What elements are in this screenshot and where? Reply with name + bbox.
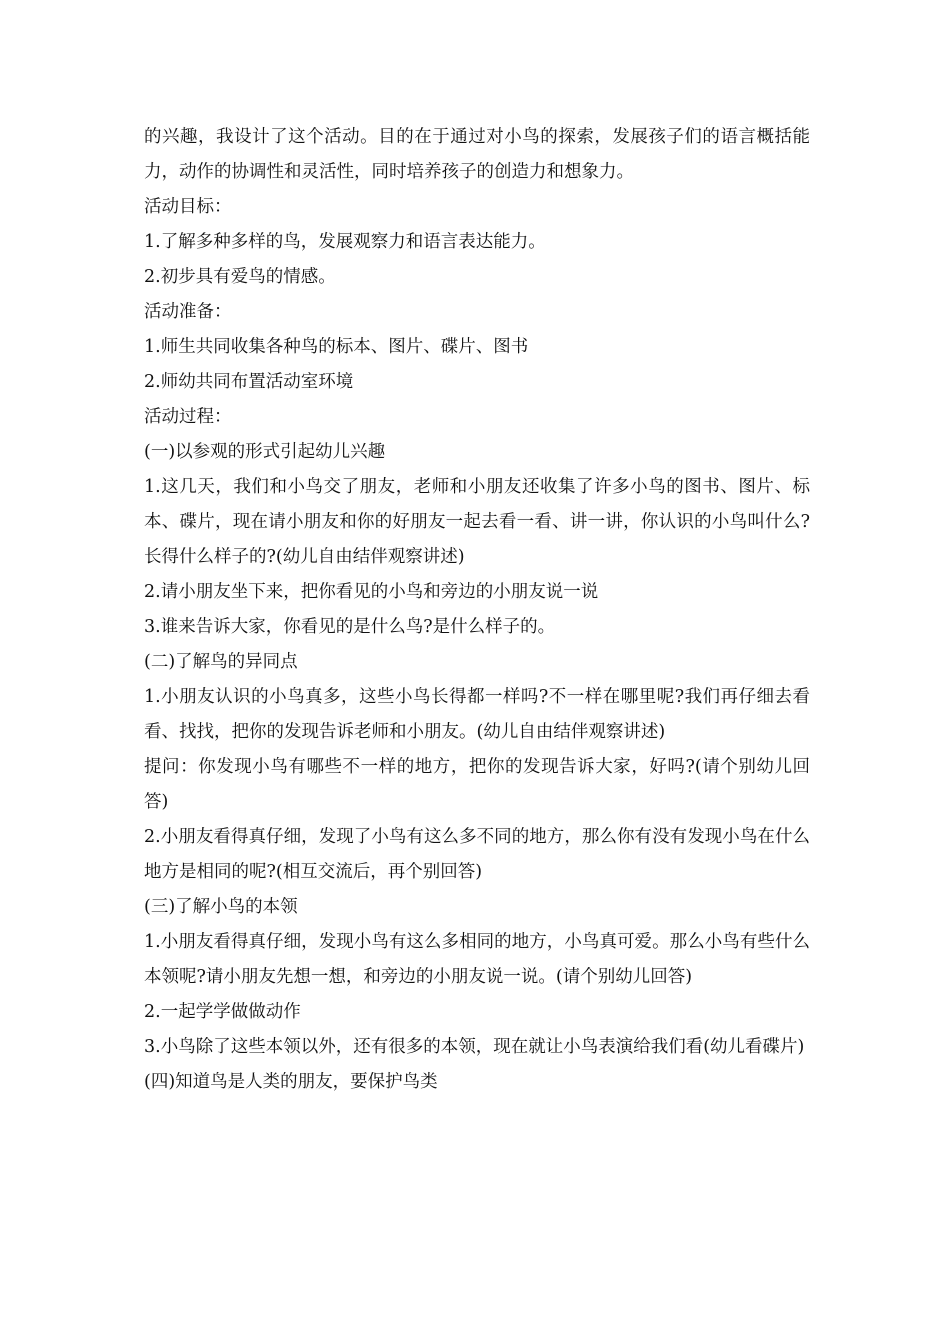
list-item: 2.一起学学做做动作 <box>144 1002 301 1022</box>
list-item: 3.谁来告诉大家，你看见的是什么鸟?是什么样子的。 <box>144 617 556 637</box>
list-item: 1.了解多种多样的鸟，发展观察力和语言表达能力。 <box>144 232 546 252</box>
list-item: 2.小朋友看得真仔细，发现了小鸟有这么多不同的地方，那么你有没有发现小鸟在什么地方是相同的呢?(相互交流后，再个别回答) <box>144 827 810 882</box>
list-item: 1.小朋友看得真仔细，发现小鸟有这么多相同的地方，小鸟真可爱。那么小鸟有些什么本领呢?请小朋友先想一想，和旁边的小朋友说一说。(请个别幼儿回答) <box>144 932 810 987</box>
section-heading: (一)以参观的形式引起幼儿兴趣 <box>144 442 386 462</box>
list-item: 2.请小朋友坐下来，把你看见的小鸟和旁边的小朋友说一说 <box>144 582 599 602</box>
section-heading: (二)了解鸟的异同点 <box>144 652 298 672</box>
question-paragraph: 提问：你发现小鸟有哪些不一样的地方，把你的发现告诉大家，好吗?(请个别幼儿回答) <box>144 757 810 812</box>
heading-activity-goals: 活动目标： <box>144 197 232 217</box>
list-item: 2.初步具有爱鸟的情感。 <box>144 267 336 287</box>
heading-activity-preparation: 活动准备： <box>144 302 232 322</box>
paragraph-intro: 的兴趣，我设计了这个活动。目的在于通过对小鸟的探索，发展孩子们的语言概括能力，动作的协调性和灵活性，同时培养孩子的创造力和想象力。 <box>144 127 810 182</box>
list-item: 1.这几天，我们和小鸟交了朋友，老师和小朋友还收集了许多小鸟的图书、图片、标本、碟片，现在请小朋友和你的好朋友一起去看一看、讲一讲，你认识的小鸟叫什么?长得什么样子的?(幼儿自由结伴观察讲述) <box>144 477 810 567</box>
document-body <box>144 120 810 1100</box>
list-item: 1.小朋友认识的小鸟真多，这些小鸟长得都一样吗?不一样在哪里呢?我们再仔细去看看、找找，把你的发现告诉老师和小朋友。(幼儿自由结伴观察讲述) <box>144 687 810 742</box>
heading-activity-process: 活动过程： <box>144 407 232 427</box>
list-item: 3.小鸟除了这些本领以外，还有很多的本领，现在就让小鸟表演给我们看(幼儿看碟片) <box>144 1037 805 1057</box>
list-item: 1.师生共同收集各种鸟的标本、图片、碟片、图书 <box>144 337 529 357</box>
section-heading: (四)知道鸟是人类的朋友，要保护鸟类 <box>144 1072 438 1092</box>
section-heading: (三)了解小鸟的本领 <box>144 897 298 917</box>
list-item: 2.师幼共同布置活动室环境 <box>144 372 354 392</box>
